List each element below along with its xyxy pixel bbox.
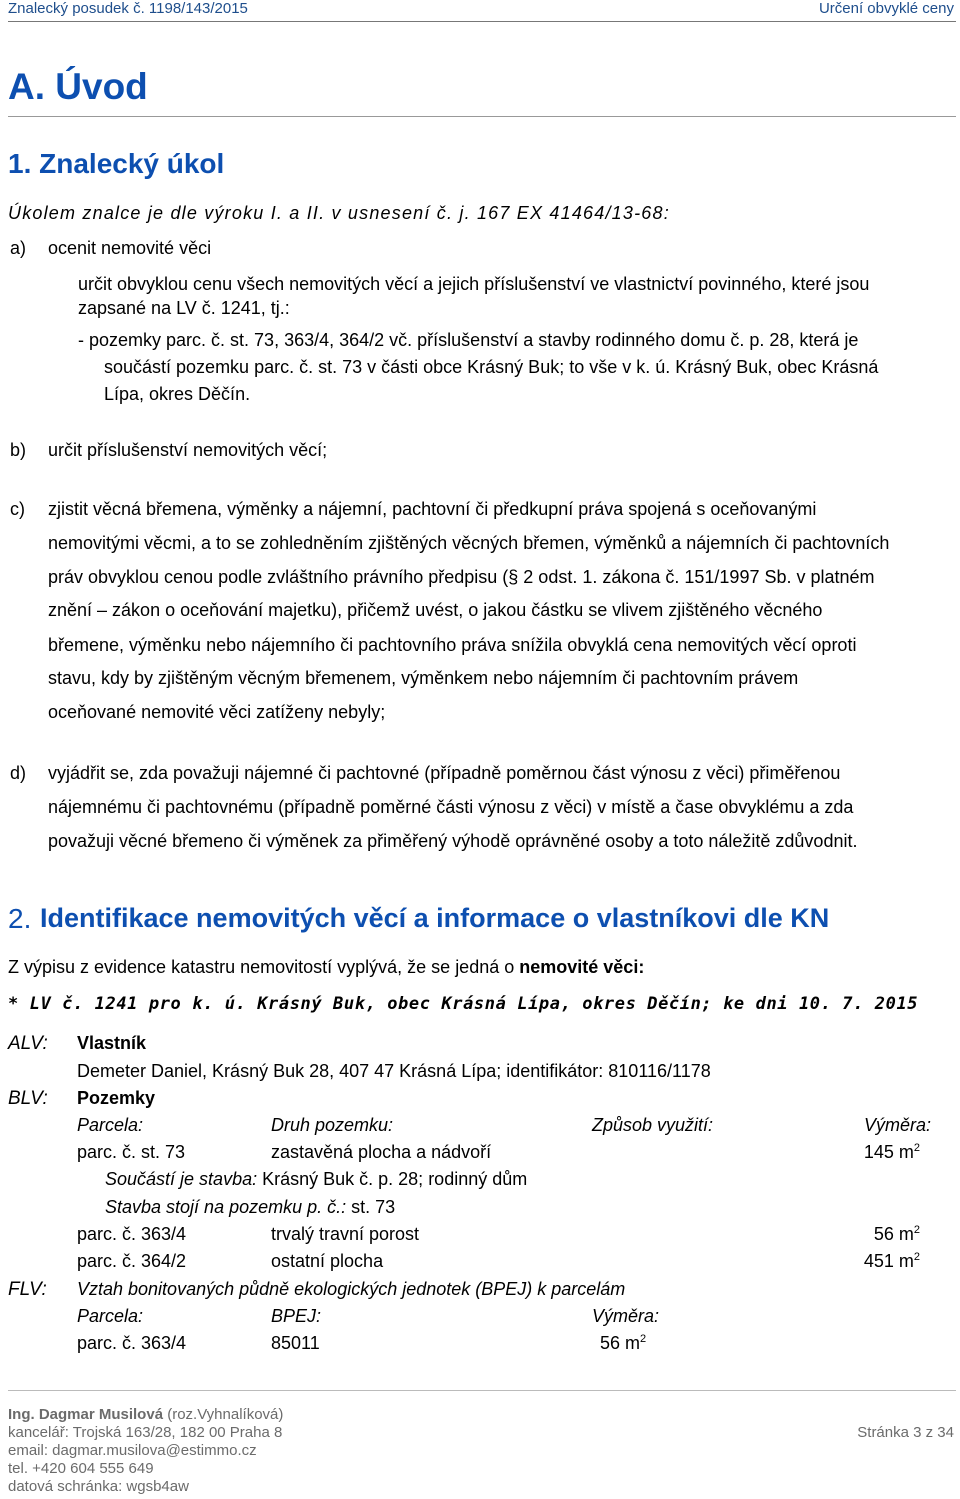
parcel-number: parc. č. 363/4 [77, 1224, 187, 1244]
item-d-line: považuji věcné břemeno či výměnek za přiměřený výhodě oprávněné osoby a toto náležitě zdůvodnit. [48, 831, 858, 851]
item-a-sub-line: určit obvyklou cenu všech nemovitých věcí a jejich příslušenství ve vlastnictví povinného, které jsou [78, 274, 870, 294]
item-d-label: d) [10, 763, 27, 783]
building-value: Krásný Buk č. p. 28; rodinný dům [262, 1169, 528, 1189]
footer-phone: tel. +420 604 555 649 [8, 1460, 154, 1477]
footer-author [8, 1406, 283, 1423]
col-header-parcel: Parcela: [77, 1306, 144, 1326]
col-header-area: Výměra: [863, 1115, 931, 1135]
page-number: Stránka 3 z 34 [857, 1424, 954, 1441]
item-c-line: zjistit věcná břemena, výměnky a nájemní, pachtovní či předkupní práva spojená s oceňovanými [48, 499, 817, 519]
item-c-line: stavu, kdy by zjištěným věcným břemenem, výměnkem nebo nájemním či pachtovním právem [48, 668, 799, 688]
stands-label: Stavba stojí na pozemku p. č.: [105, 1197, 347, 1217]
footer-office: kancelář: Trojská 163/28, 182 00 Praha 8 [8, 1424, 283, 1441]
section-divider [8, 116, 956, 117]
parcel-number: parc. č. st. 73 [77, 1142, 186, 1162]
header-divider [8, 21, 956, 22]
item-c-line: práv obvyklou cenou podle zvláštního právního předpisu (§ 2 odst. 1. zákona č. 151/1997 Sb. v platném [48, 567, 875, 587]
flv-label: FLV: [8, 1279, 47, 1300]
ident-intro [8, 957, 644, 978]
ident-number: 2. [8, 903, 32, 934]
footer-databox: datová schránka: wgsb4aw [8, 1478, 189, 1495]
item-b-label: b) [10, 440, 27, 460]
bpej-code: 85011 [271, 1333, 320, 1353]
item-a-text: ocenit nemovité věci [48, 238, 212, 258]
parcel-kind: zastavěná plocha a nádvoří [271, 1142, 492, 1162]
item-a-detail-line: součástí pozemku parc. č. st. 73 v části obce Krásný Buk; to vše v k. ú. Krásný Buk, obec Krásná [104, 357, 879, 377]
blv-title: Pozemky [77, 1088, 156, 1108]
item-a-detail-line: - pozemky parc. č. st. 73, 363/4, 364/2 vč. příslušenství a stavby rodinného domu č. p. 28, která je [78, 330, 859, 350]
item-d-line: vyjádřit se, zda považuji nájemné či pachtovné (případně poměrnou část výnosu z věci) přiměřenou [48, 763, 841, 783]
task-heading: 1. Znalecký úkol [8, 148, 225, 179]
owner-info: Demeter Daniel, Krásný Buk 28, 407 47 Krásná Lípa; identifikátor: 810116/1178 [77, 1061, 711, 1081]
item-c-line: znění – zákon o oceňování majetku), přičemž uvést, o jakou částku se vlivem zjištěného věcného [48, 600, 823, 620]
col-header-area: Výměra: [592, 1306, 660, 1326]
blv-label: BLV: [8, 1088, 48, 1109]
ident-heading: Identifikace nemovitých věcí a informace o vlastníkovi dle KN [40, 903, 830, 933]
flv-title: Vztah bonitovaných půdně ekologických jednotek (BPEJ) k parcelám [77, 1279, 626, 1299]
item-a-sub-line: zapsané na LV č. 1241, tj.: [78, 298, 290, 318]
building-label: Součástí je stavba: [105, 1169, 258, 1189]
header-section: Určení obvyklé ceny [818, 0, 954, 17]
lv-line: * LV č. 1241 pro k. ú. Krásný Buk, obec Krásná Lípa, okres Děčín; ke dni 10. 7. 2015 [8, 994, 919, 1014]
parcel-area: 451 $m^2$ [863, 1251, 920, 1271]
building-info [105, 1169, 527, 1190]
col-header-kind: Druh pozemku: [271, 1115, 394, 1135]
parcel-kind: ostatní plocha [271, 1251, 384, 1271]
footer-author-note: (roz.Vyhnalíková) [167, 1406, 284, 1423]
alv-title: Vlastník [77, 1033, 147, 1053]
item-c-label: c) [10, 499, 25, 519]
section-title: A. Úvod [8, 66, 148, 107]
task-intro: Úkolem znalce je dle výroku I. a II. v usnesení č. j. 167 EX 41464/13-68: [8, 203, 670, 223]
ident-intro-text: Z výpisu z evidence katastru nemovitostí vyplývá, že se jedná o [8, 957, 515, 977]
parcel-area: 56 $m^2$ [873, 1224, 920, 1244]
parcel-number: parc. č. 364/2 [77, 1251, 187, 1271]
stands-on-info [105, 1197, 395, 1218]
bpej-area: 56 $m^2$ [600, 1333, 647, 1353]
parcel-number: parc. č. 363/4 [77, 1333, 187, 1353]
col-header-use: Způsob využití: [592, 1115, 714, 1135]
item-c-line: břemene, výměnku nebo nájemního či pachtovního práva snížila obvyklá cena nemovitých věcí oproti [48, 635, 857, 655]
footer-author-name: Ing. Dagmar Musilová [8, 1406, 164, 1423]
parcel-kind: trvalý travní porost [271, 1224, 420, 1244]
item-c-line: oceňované nemovité věci zatíženy nebyly; [48, 702, 386, 722]
item-c-line: nemovitými věcmi, a to se zohledněním zjištěných věcných břemen, výměnků a nájemních či pachtovních [48, 533, 890, 553]
item-d-line: nájemnému či pachtovnému (případně poměrné části výnosu z věci) v místě a čase obvyklému a zda [48, 797, 854, 817]
item-b-text: určit příslušenství nemovitých věcí; [48, 440, 328, 460]
ident-intro-emphasis: nemovité věci: [519, 957, 645, 977]
footer-divider [8, 1390, 956, 1391]
item-a-label: a) [10, 238, 27, 258]
parcel-area: 145 $m^2$ [863, 1142, 920, 1162]
col-header-bpej: BPEJ: [271, 1306, 322, 1326]
stands-value: st. 73 [351, 1197, 396, 1217]
col-header-parcel: Parcela: [77, 1115, 144, 1135]
header-document-id: Znalecký posudek č. 1198/143/2015 [8, 0, 248, 17]
alv-label: ALV: [8, 1033, 48, 1054]
item-a-detail-line: Lípa, okres Děčín. [104, 384, 251, 404]
footer-email: email: dagmar.musilova@estimmo.cz [8, 1442, 257, 1459]
